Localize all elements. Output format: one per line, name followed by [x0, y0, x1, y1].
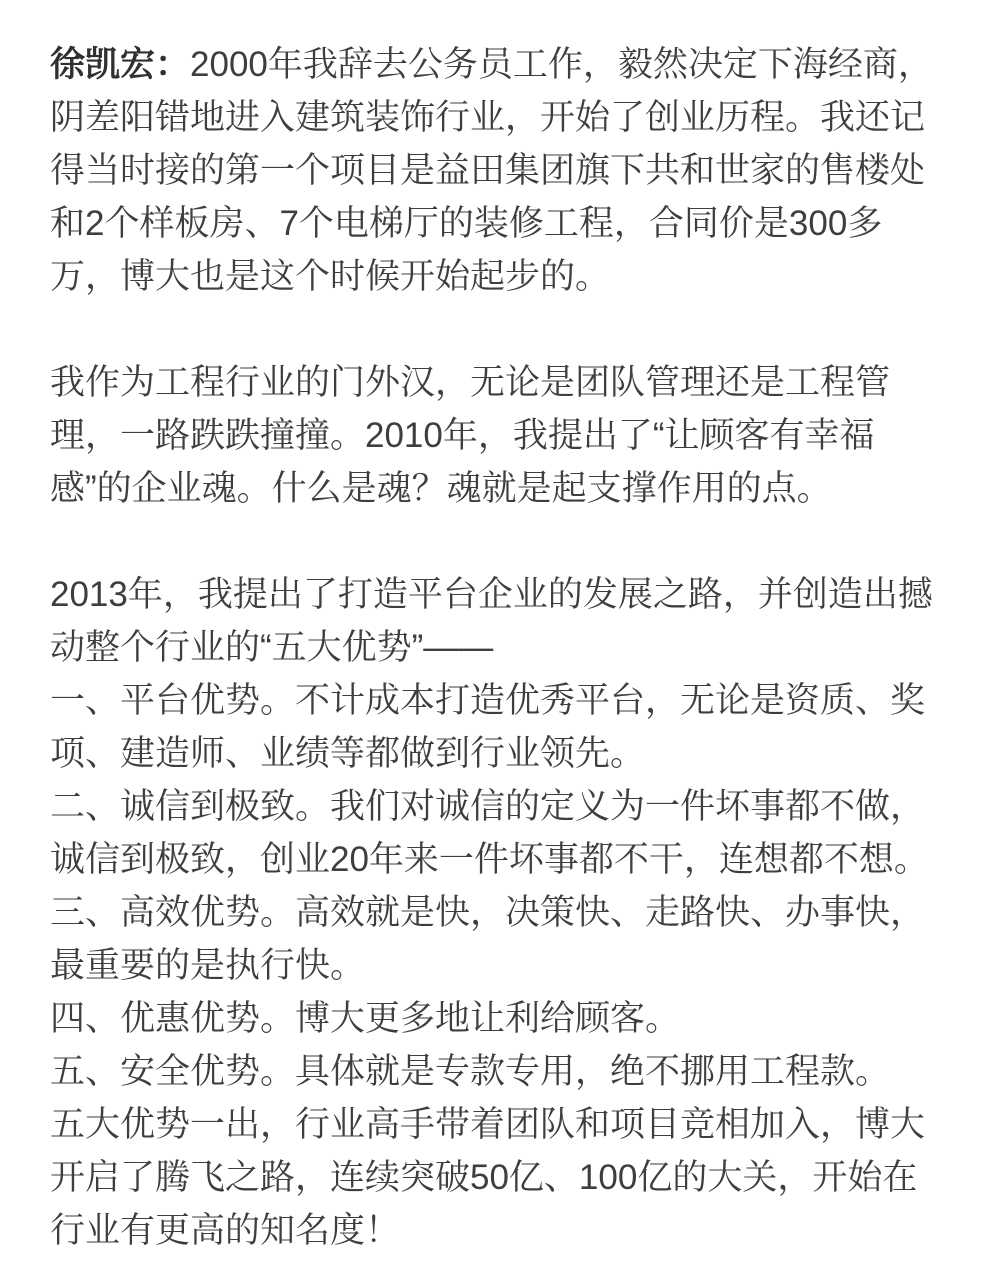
advantage-item-1: 一、平台优势。不计成本打造优秀平台，无论是资质、奖项、建造师、业绩等都做到行业领先。	[50, 681, 926, 773]
paragraph-company-soul: 我作为工程行业的门外汉，无论是团队管理还是工程管理，一路跌跌撞撞。2010年，我提出了“让顾客有幸福感”的企业魂。什么是魂？魂就是起支撑作用的点。	[50, 363, 891, 508]
advantage-item-3: 三、高效优势。高效就是快，决策快、走路快、办事快，最重要的是执行快。	[50, 893, 926, 985]
advantage-item-2: 二、诚信到极致。我们对诚信的定义为一件坏事都不做，诚信到极致，创业20年来一件坏事都不干，连想都不想。	[50, 787, 929, 879]
advantage-item-5: 五、安全优势。具体就是专款专用，绝不挪用工程款。	[50, 1052, 891, 1091]
five-advantages-closing: 五大优势一出，行业高手带着团队和项目竞相加入，博大开启了腾飞之路，连续突破50亿、100亿的大关，开始在行业有更高的知名度！	[50, 1105, 926, 1250]
speaker-name: 徐凯宏：	[50, 45, 191, 84]
paragraph-founding-story-text: 2000年我辞去公务员工作，毅然决定下海经商，阴差阳错地进入建筑装饰行业，开始了创业历程。我还记得当时接的第一个项目是益田集团旗下共和世家的售楼处和2个样板房、7个电梯厅的装修工程，合同价是300多万，博大也是这个时候开始起步的。	[50, 45, 933, 296]
paragraph-five-advantages	[50, 568, 950, 1257]
advantage-item-4: 四、优惠优势。博大更多地让利给顾客。	[50, 999, 681, 1038]
paragraph-founding-story	[50, 38, 950, 303]
five-advantages-intro: 2013年，我提出了打造平台企业的发展之路，并创造出撼动整个行业的“五大优势”——	[50, 575, 933, 667]
